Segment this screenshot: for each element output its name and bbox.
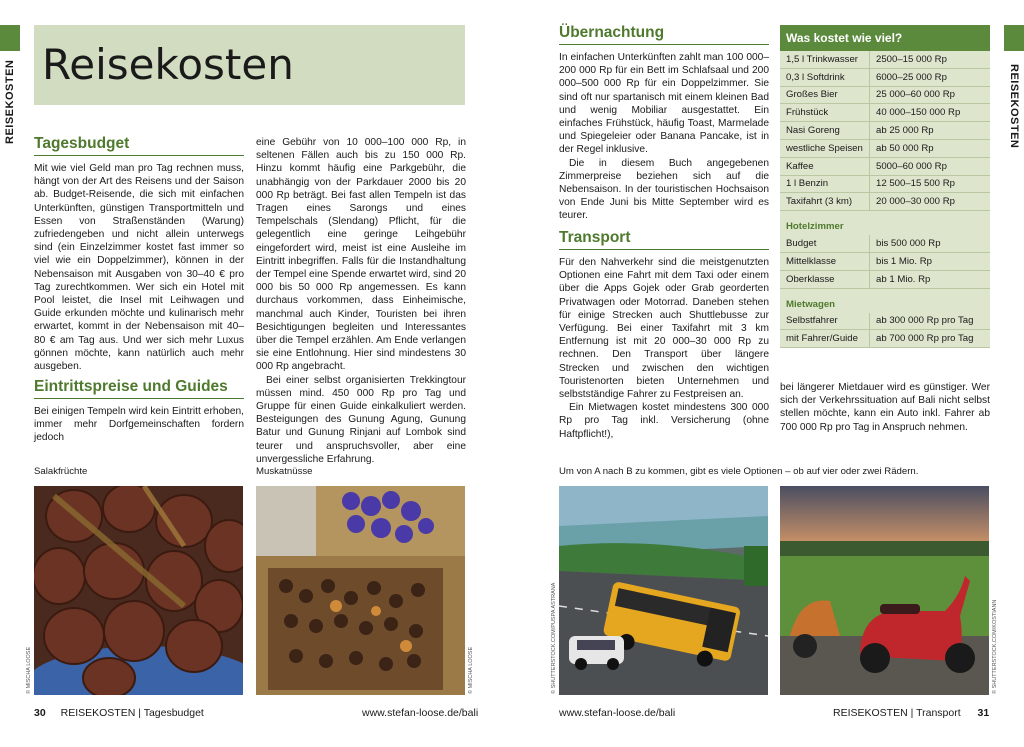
footer-section: REISEKOSTEN (833, 707, 908, 719)
eintritt-text: Bei einigen Tempeln wird kein Eintritt erhoben, immer mehr Dorfgemeinschaften fordern jedoch (34, 406, 244, 444)
infobox-price: ab 50 000 Rp (876, 142, 934, 154)
left-column-1-lower (34, 377, 244, 445)
infobox-item: Oberklasse (780, 271, 870, 288)
infobox-item: 0,3 l Softdrink (780, 69, 870, 86)
photo-salak-fruits (34, 486, 243, 695)
infobox-price: ab 700 000 Rp pro Tag (876, 333, 974, 345)
infobox-item: 1,5 l Trinkwasser (780, 51, 870, 68)
infobox-item: Budget (780, 235, 870, 252)
right-column-1-lower (559, 228, 769, 441)
footer-subsection: Transport (916, 707, 961, 719)
left-footer: 30 REISEKOSTEN | Tagesbudget (34, 707, 204, 719)
infobox-item: Nasi Goreng (780, 122, 870, 139)
infobox-item: mit Fahrer/Guide (780, 330, 870, 347)
infobox-price: 6000–25 000 Rp (876, 71, 947, 83)
infobox-row (780, 87, 990, 105)
infobox-row (780, 140, 990, 158)
infobox-row (780, 193, 990, 211)
infobox-row (780, 158, 990, 176)
page-number: 31 (977, 707, 990, 719)
infobox-price-rows (780, 51, 990, 211)
infobox-price: ab 25 000 Rp (876, 125, 934, 137)
uebernachtung-p2: Die in diesem Buch angegebenen Zimmerpreise beziehen sich auf die Nebensaison. In der touristischen Hochsaison von Ende Juni bis Mitte September wird es teurer. (559, 157, 769, 222)
infobox-price: 20 000–30 000 Rp (876, 196, 955, 208)
transport-p2: Ein Mietwagen kostet mindestens 300 000 Rp pro Tag inkl. Versicherung (ohne Haftpflicht!), (559, 402, 769, 440)
trekking-text: Bei einer selbst organisierten Trekkingtour müssen mind. 450 000 Rp pro Tag und Gruppe für einen Guide einkalkuliert werden. Besteigungen des Gunung Agung, Gunung Batur und Gunung Rinjani auf Lombok sind teurer und anspruchsvoller, aber eine unvergessliche Erfahrung. (256, 374, 466, 465)
infobox-item: Selbstfahrer (780, 313, 870, 330)
photo-caption-transport: Um von A nach B zu kommen, gibt es viele Optionen – ob auf vier oder zwei Rädern. (559, 466, 919, 477)
photo-caption-salak: Salakfrüchte (34, 466, 88, 477)
eintritt-text-cont: eine Gebühr von 10 000–100 000 Rp, in seltenen Fällen auch bis zu 150 000 Rp. Hinzu kommt häufig eine Parkgebühr, die unabhängig von der Parkdauer 2000 bis 20 000 Rp beträgt. Bei fast allen Tempeln ist das Tragen eines Sarongs und eines Tempelschals (Slendang) Pflicht, für die gelegentlich eine geringe Leihgebühr eingefordert wird, meist ist eine Ausleihe im Eintritt inbegriffen. Falls für die Instandhaltung der Tempel eine Spende erwartet wird, sind 20 000 bis 50 000 Rp angemessen. Es kann durchaus vorkommen, dass Einheimische, manchmal auch Kinder, Touristen bei ihren Besichtigungen begleiten und Interessantes über die Tempel erzählen. Am Ende verlangen sie eine Entlohnung. Hier sind mindestens 30 000 Rp angebracht. (256, 137, 466, 373)
infobox-row (780, 122, 990, 140)
infobox-car-heading: Mietwagen (786, 298, 836, 310)
salak-fruits-image (34, 486, 243, 695)
infobox-price: 5000–60 000 Rp (876, 160, 947, 172)
footer-url-link[interactable]: www.stefan-loose.de/bali (362, 707, 479, 719)
infobox-item: Mittelklasse (780, 253, 870, 270)
infobox-price: bis 500 000 Rp (876, 238, 941, 250)
bus-on-road-image (559, 486, 768, 695)
infobox-row (780, 104, 990, 122)
page-number: 30 (34, 707, 46, 719)
infobox-item: 1 l Benzin (780, 176, 870, 193)
photo-nutmeg (256, 486, 465, 695)
photo-credit-salak: © MISCHA LOOSE (26, 646, 32, 694)
footer-subsection: Tagesbudget (143, 707, 204, 719)
photo-bus (559, 486, 768, 695)
heading-tagesbudget: Tagesbudget (34, 134, 244, 156)
nutmeg-image (256, 486, 465, 695)
footer-url-link-right[interactable]: www.stefan-loose.de/bali (559, 707, 676, 719)
left-column-1 (34, 134, 244, 373)
mietwagen-text-cont: bei längerer Mietdauer wird es günstiger. Wer sich der Verkehrssituation auf Bali nicht selbst stellen möchte, kann ein Auto inkl. Fahrer ab 700 000 Rp pro Tag in Anspruch nehmen. (780, 382, 990, 433)
infobox-item: Großes Bier (780, 87, 870, 104)
heading-eintritt: Eintrittspreise und Guides (34, 377, 244, 399)
photo-scooters (780, 486, 989, 695)
infobox-row (780, 235, 990, 253)
photo-credit-nutmeg: © MISCHA LOOSE (468, 646, 474, 694)
infobox-price: 12 500–15 500 Rp (876, 178, 955, 190)
infobox-price: bis 1 Mio. Rp (876, 255, 932, 267)
infobox-hotel-heading: Hotelzimmer (786, 221, 844, 233)
infobox-item: Frühstück (780, 104, 870, 121)
price-infobox (780, 25, 990, 348)
photo-caption-muskat: Muskatnüsse (256, 466, 313, 477)
infobox-item: westliche Speisen (780, 140, 870, 157)
infobox-row (780, 176, 990, 194)
infobox-item: Kaffee (780, 158, 870, 175)
page-title: Reisekosten (42, 40, 294, 89)
infobox-price: 25 000–60 000 Rp (876, 89, 955, 101)
footer-section: REISEKOSTEN (60, 707, 136, 719)
infobox-price: 2500–15 000 Rp (876, 53, 947, 65)
infobox-price: ab 1 Mio. Rp (876, 273, 931, 285)
left-column-2 (256, 136, 466, 466)
infobox-item: Taxifahrt (3 km) (780, 193, 870, 210)
infobox-hotel-rows (780, 235, 990, 288)
chapter-side-label: REISEKOSTEN (4, 59, 16, 144)
infobox-title: Was kostet wie viel? (780, 25, 990, 51)
chapter-tab-marker (1004, 25, 1024, 51)
heading-transport: Transport (559, 228, 769, 250)
infobox-row (780, 69, 990, 87)
infobox-row (780, 51, 990, 69)
chapter-tab-marker (0, 25, 20, 51)
scooters-image (780, 486, 989, 695)
infobox-price: ab 300 000 Rp pro Tag (876, 315, 974, 327)
infobox-row (780, 253, 990, 271)
photo-credit-scooters: © SHUTTERSTOCK.COM/KOSTIANN (992, 599, 998, 694)
photo-credit-bus: © SHUTTERSTOCK.COM/PUSPA ASTRANA (551, 582, 557, 694)
right-footer: REISEKOSTEN | Transport 31 (833, 707, 990, 719)
tagesbudget-text: Mit wie viel Geld man pro Tag rechnen muss, hängt von der Art des Reisens und der Saison ab. Budget-Reisende, die sich mit einfachen Unterkünften, günstigen Transportmitteln und Essen von Straßenständen (Warung) zufriedengeben und nicht allein unterwegs sind (ein Einzelzimmer kostet fast immer so viel wie ein Doppelzimmer), können in der Nebensaison mit Ausgaben von 30–40 € pro Tag zurechtkommen. Wer sich ein Hotel mit Pool leistet, die Insel mit Leihwagen und Guide erkunden möchte und kulinarisch mehr erwartet, kommt in der Nebensaison mit 40–80 € am Tag aus. Und wer sich mehr Luxus gönnen möchte, kann natürlich auch mehr ausgeben. (34, 163, 244, 373)
uebernachtung-p1: In einfachen Unterkünften zahlt man 100 000–200 000 Rp für ein Bett im Schlafsaal und 200 000–500 000 Rp für ein Doppelzimmer. Sie sind oft nur spartanisch mit einem kleinen Bad und wenig Mobiliar ausgestattet. Ein einfaches Frühstück, häufig Toast, Marmelade und Spiegeleier oder Banana Pancake, ist in der Regel inklusive. (559, 52, 769, 156)
infobox-price: 40 000–150 000 Rp (876, 107, 961, 119)
right-column-2 (780, 381, 990, 434)
infobox-row (780, 313, 990, 331)
chapter-side-label: REISEKOSTEN (1008, 64, 1020, 149)
infobox-car-rows (780, 313, 990, 349)
right-column-1 (559, 23, 769, 223)
page-title-box (34, 25, 465, 105)
heading-uebernachtung: Übernachtung (559, 23, 769, 45)
transport-p1: Für den Nahverkehr sind die meistgenutzten Optionen eine Fahrt mit dem Taxi oder einem über die Apps Gojek oder Grab georderten Privatwagen oder Motorrad. Daneben stehen für einige Strecken auch Shuttlebusse zur Verfügung. Bei einer Taxifahrt mit 3 km Entfernung ist mit 20 000–30 000 Rp zu rechnen. Den Transport über längere Strecken und zwischen den wichtigen Touristenorten bieten Unternehmen und selbstständige Fahrer zu Festpreisen an. (559, 257, 769, 401)
infobox-row (780, 330, 990, 348)
infobox-row (780, 271, 990, 289)
